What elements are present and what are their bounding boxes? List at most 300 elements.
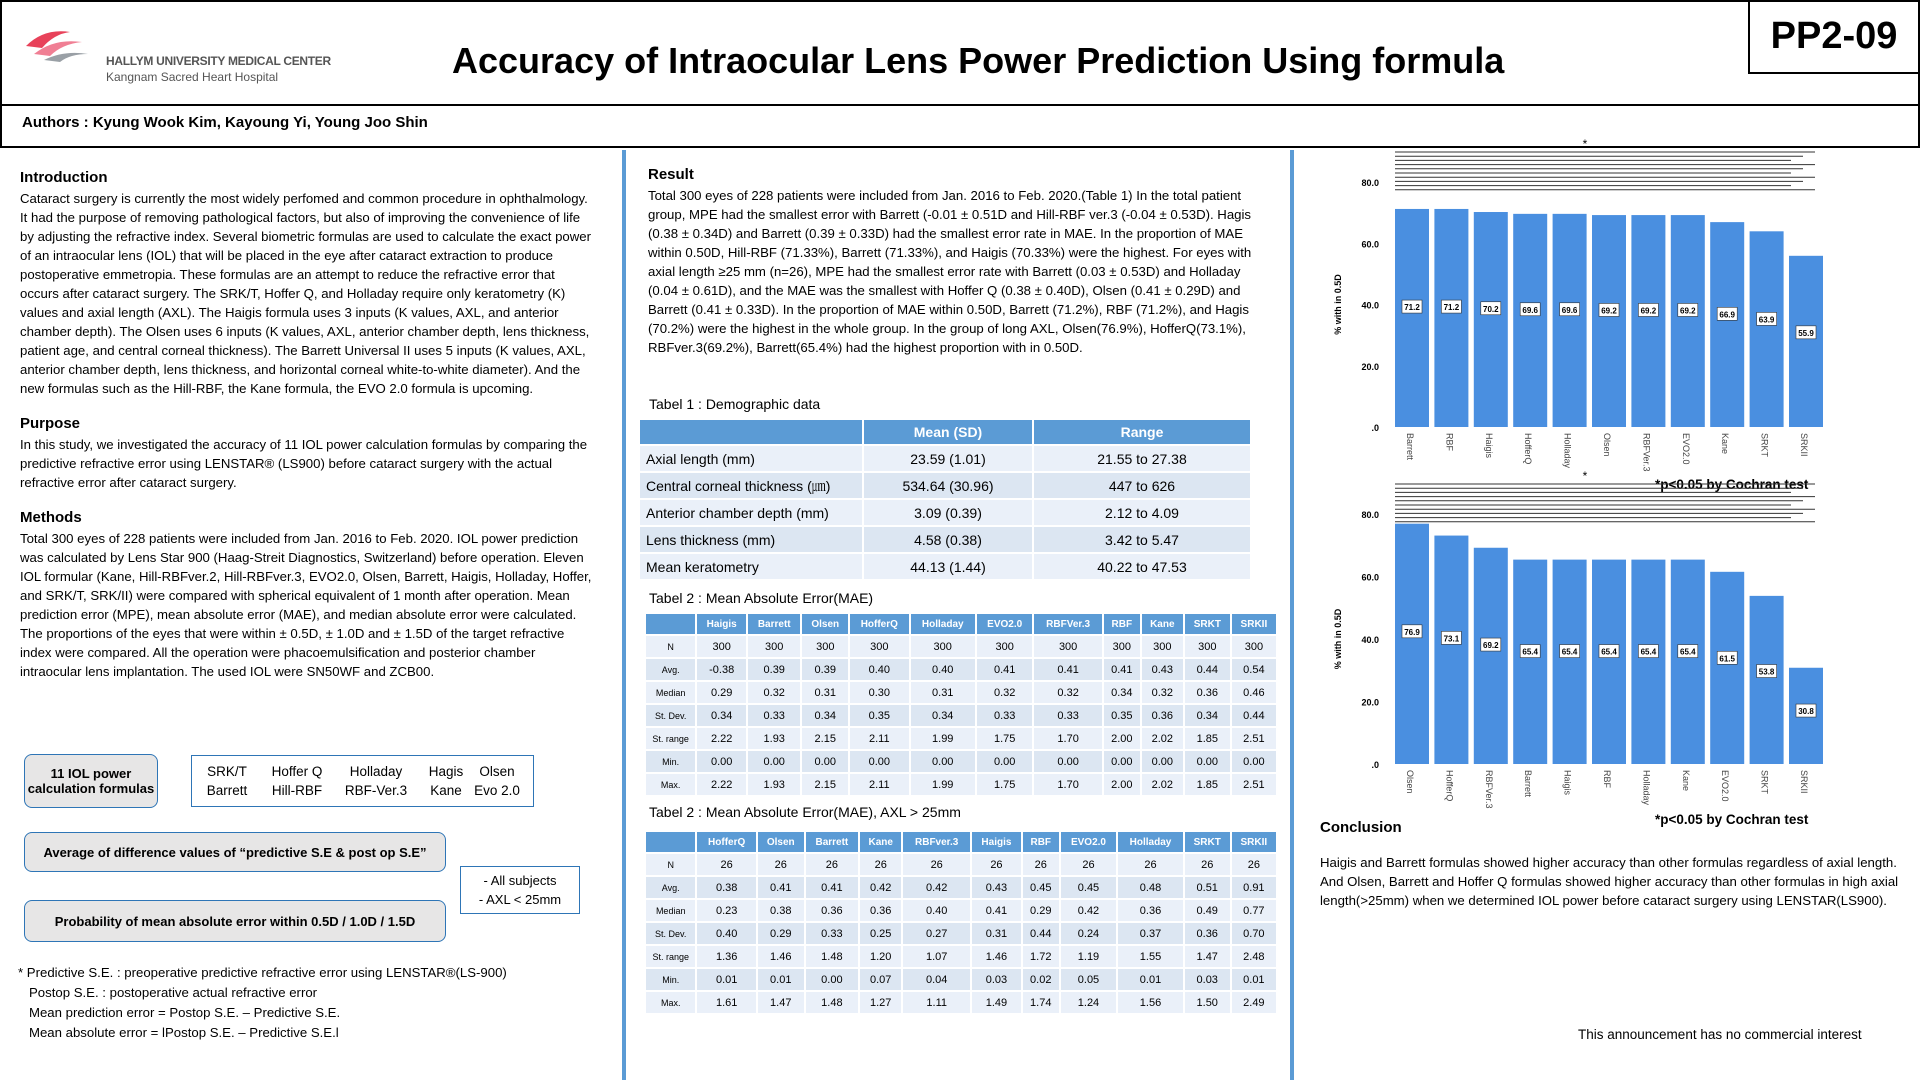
table-cell: 300 xyxy=(802,636,848,657)
bar xyxy=(1631,560,1665,764)
table-cell: 0.36 xyxy=(860,900,901,921)
category-label: RBFVer.3 xyxy=(1641,433,1652,472)
table-header-cell: RBF xyxy=(1104,614,1140,634)
table-cell: 0.32 xyxy=(1142,682,1183,703)
demographic-table xyxy=(638,418,1252,581)
bar xyxy=(1434,209,1468,427)
table-header-cell xyxy=(646,832,695,852)
table-cell: 44.13 (1.44) xyxy=(864,554,1032,579)
table-cell: 1.93 xyxy=(748,728,800,749)
table-cell: 0.34 xyxy=(911,705,975,726)
purpose-text: In this study, we investigated the accuracy of 11 IOL power calculation formulas by comparing the predictive refractive error using LENSTAR® (LS900) before cataract surgery with the actual refractive error after cataract surgery. xyxy=(20,437,588,490)
row-label-cell: St. Dev. xyxy=(646,923,695,944)
table-cell: 300 xyxy=(1104,636,1140,657)
table-cell: 0.41 xyxy=(1034,659,1101,680)
formula-name: Hoffer Q xyxy=(271,764,323,779)
table-cell: 1.07 xyxy=(903,946,970,967)
table-cell: 0.00 xyxy=(850,751,908,772)
table-cell: 0.01 xyxy=(758,969,804,990)
category-label: Barrett xyxy=(1523,770,1534,798)
formula-grid xyxy=(192,756,533,800)
data-label: 71.2 xyxy=(1404,303,1420,313)
row-label-cell: Min. xyxy=(646,751,695,772)
table-cell: 0.44 xyxy=(1023,923,1059,944)
table-cell: 1.36 xyxy=(697,946,755,967)
table-cell: 0.01 xyxy=(1232,969,1276,990)
table-header-row xyxy=(646,614,1276,634)
formula-name: Kane xyxy=(430,783,462,798)
bar xyxy=(1750,596,1784,764)
table-cell: 2.51 xyxy=(1232,728,1276,749)
table-header-cell: Range xyxy=(1034,420,1250,444)
table-row xyxy=(646,969,1276,990)
table-cell: 0.46 xyxy=(1232,682,1276,703)
bar-chart-all-subjects xyxy=(1305,137,1825,472)
result-text: Total 300 eyes of 228 patients were included from Jan. 2016 to Feb. 2020.(Table 1) In the total patient group, MPE had the smallest error with Barrett (-0.01 ± 0.51D and Hill-RBF ver.3 (-0.04 ± 0.53D). Hagis (0.38 ± 0.34D) and Barrett (0.39 ± 0.33D) had the smallest error rate in MAE. In the proportion of MAE within 0.50D, Hill-RBF (71.33%), Barrett (71.33%), and Haigis (70.33%) were the highest. For eyes with axial length ≥25 mm (n=26), MPE had the smallest error rate with Barrett (0.03 ± 0.53D) and Holladay (0.04 ± 0.61D), and the MAE was the smallest with Hoffer Q (0.38 ± 0.40D), Olsen (0.41 ± 0.29D) and Barrett (0.41 ± 0.33D). In the proportion of MAE within 0.50D, Barrett (71.2%), RBF (71.2%), and Hagis (70.2%) were the highest in the whole group. In the group of long AXL, Olsen(76.9%), HofferQ(73.1%), RBFver.3(69.2%), Barrett(65.4%) had the highest proportion with in 0.50D. xyxy=(648,188,1252,355)
category-label: Kane xyxy=(1680,770,1691,792)
table-cell: 1.11 xyxy=(903,992,970,1013)
table-cell: 1.75 xyxy=(977,728,1032,749)
row-label-cell: Median xyxy=(646,682,695,703)
table-cell: 0.01 xyxy=(697,969,755,990)
table-cell: 0.00 xyxy=(806,969,858,990)
table-cell: 0.24 xyxy=(1061,923,1117,944)
table-cell: 1.93 xyxy=(748,774,800,795)
category-label: HofferQ xyxy=(1444,770,1455,802)
row-label-cell: Anterior chamber depth (mm) xyxy=(640,500,862,525)
data-label: 65.4 xyxy=(1561,647,1578,657)
subjects-box xyxy=(460,866,580,914)
table-cell: 0.30 xyxy=(850,682,908,703)
mae-axl-table xyxy=(644,830,1278,1015)
table-header-cell: SRKT xyxy=(1185,614,1230,634)
intro-title: Introduction xyxy=(20,169,108,186)
table-cell: 0.04 xyxy=(903,969,970,990)
table-cell: 0.41 xyxy=(977,659,1032,680)
table-cell: 26 xyxy=(1023,854,1059,875)
data-label: 65.4 xyxy=(1640,647,1657,657)
table-header-cell xyxy=(640,420,862,444)
bar xyxy=(1789,256,1823,427)
table-cell: 0.23 xyxy=(697,900,755,921)
row-label-cell: Max. xyxy=(646,992,695,1013)
hospital-logo xyxy=(24,24,344,88)
table-row xyxy=(646,992,1276,1013)
table-cell: 1.74 xyxy=(1023,992,1059,1013)
bar xyxy=(1671,215,1705,427)
row-label-cell: N xyxy=(646,636,695,657)
table-cell: 0.29 xyxy=(1023,900,1059,921)
table-cell: 0.32 xyxy=(748,682,800,703)
table-cell: 3.09 (0.39) xyxy=(864,500,1032,525)
category-label: RBF xyxy=(1444,433,1455,451)
table-cell: 0.34 xyxy=(1185,705,1230,726)
table-cell: 0.29 xyxy=(758,923,804,944)
table-cell: 1.56 xyxy=(1118,992,1183,1013)
y-tick-label: 60.0 xyxy=(1361,572,1379,583)
table-cell: 300 xyxy=(697,636,746,657)
table-cell: 21.55 to 27.38 xyxy=(1034,446,1250,471)
table-cell: 3.42 to 5.47 xyxy=(1034,527,1250,552)
probability-pill xyxy=(24,900,446,942)
table-cell: 0.32 xyxy=(977,682,1032,703)
table-header-row xyxy=(646,832,1276,852)
table-cell: 0.01 xyxy=(1118,969,1183,990)
table-cell: 0.33 xyxy=(977,705,1032,726)
table-row xyxy=(640,554,1250,579)
note-line: Mean prediction error = Postop S.E. – Predictive S.E. xyxy=(18,1005,341,1020)
table-cell: 0.00 xyxy=(1104,751,1140,772)
y-tick-label: 80.0 xyxy=(1361,178,1379,188)
y-tick-label: .0 xyxy=(1371,760,1379,770)
table-cell: 0.43 xyxy=(1142,659,1183,680)
table-cell: 0.36 xyxy=(1185,682,1230,703)
formula-name: Hagis xyxy=(428,764,464,779)
logo-text-line1: HALLYM UNIVERSITY MEDICAL CENTER xyxy=(106,54,331,68)
table-cell: 0.00 xyxy=(911,751,975,772)
formula-name: Olsen xyxy=(479,764,515,779)
data-label: 30.8 xyxy=(1798,707,1814,717)
data-label: 73.1 xyxy=(1443,634,1460,644)
bar-chart-long-axl xyxy=(1305,469,1825,814)
data-label: 63.9 xyxy=(1758,315,1775,325)
data-label: 65.4 xyxy=(1522,647,1538,657)
category-label: Haigis xyxy=(1562,770,1573,796)
chart1-significance-note: *p<0.05 by Cochran test xyxy=(1655,477,1809,492)
table3-body xyxy=(646,854,1276,1013)
table-cell: 0.39 xyxy=(748,659,800,680)
conclusion-section xyxy=(1320,818,1900,910)
authors-line: Authors : Kyung Wook Kim, Kayoung Yi, Young Joo Shin xyxy=(0,106,1920,148)
formula-name: Hill-RBF xyxy=(271,783,323,798)
table-cell: 0.41 xyxy=(1104,659,1140,680)
data-label: 69.2 xyxy=(1640,306,1657,316)
table-cell: 2.02 xyxy=(1142,774,1183,795)
table1-caption: Tabel 1 : Demographic data xyxy=(649,396,821,412)
bar xyxy=(1631,215,1665,427)
table-header-cell: RBFVer.3 xyxy=(1034,614,1101,634)
table-header-cell: Haigis xyxy=(697,614,746,634)
purpose-title: Purpose xyxy=(20,415,81,432)
table-cell: 0.25 xyxy=(860,923,901,944)
table-cell: 0.45 xyxy=(1061,877,1117,898)
y-tick-label: 40.0 xyxy=(1361,635,1379,645)
table-cell: 0.38 xyxy=(697,877,755,898)
table-cell: 2.15 xyxy=(802,774,848,795)
table-row xyxy=(640,446,1250,471)
table-cell: 0.77 xyxy=(1232,900,1276,921)
table-cell: 0.42 xyxy=(1061,900,1117,921)
table-cell: 0.33 xyxy=(806,923,858,944)
table-header-cell: Barrett xyxy=(748,614,800,634)
category-label: Holladay xyxy=(1641,770,1652,806)
category-label: SRKT xyxy=(1759,770,1770,795)
table-cell: 300 xyxy=(1142,636,1183,657)
bar xyxy=(1395,524,1429,764)
poster-title: Accuracy of Intraocular Lens Power Prediction Using formula xyxy=(452,40,1505,81)
formula-name: Holladay xyxy=(349,764,403,779)
row-label-cell: Axial length (mm) xyxy=(640,446,862,471)
table-cell: 26 xyxy=(1118,854,1183,875)
table-cell: 0.44 xyxy=(1232,705,1276,726)
bar xyxy=(1434,536,1468,764)
table-cell: 300 xyxy=(1185,636,1230,657)
logo-text-line2: Kangnam Sacred Heart Hospital xyxy=(106,70,279,84)
table-cell: 26 xyxy=(1185,854,1230,875)
table-header-cell: SRKII xyxy=(1232,832,1276,852)
bar xyxy=(1553,214,1587,427)
data-label: 66.9 xyxy=(1719,310,1735,320)
table-cell: 0.41 xyxy=(758,877,804,898)
table-cell: 0.07 xyxy=(860,969,901,990)
table-header-row xyxy=(640,420,1250,444)
probability-label: Probability of mean absolute error within 0.5D / 1.0D / 1.5D xyxy=(54,913,416,929)
table2-caption: Tabel 2 : Mean Absolute Error(MAE) xyxy=(649,590,874,606)
table-cell: 26 xyxy=(806,854,858,875)
table-cell: 1.99 xyxy=(911,728,975,749)
y-tick-label: 40.0 xyxy=(1361,300,1379,311)
category-label: Kane xyxy=(1720,433,1731,455)
row-label-cell: Lens thickness (mm) xyxy=(640,527,862,552)
table1-body xyxy=(640,446,1250,579)
table-cell: 0.33 xyxy=(1034,705,1101,726)
table-cell: 2.22 xyxy=(697,774,746,795)
table-cell: 1.70 xyxy=(1034,774,1101,795)
table-cell: 1.55 xyxy=(1118,946,1183,967)
data-label: 69.2 xyxy=(1601,306,1617,316)
table-cell: 447 to 626 xyxy=(1034,473,1250,498)
table-cell: 1.85 xyxy=(1185,774,1230,795)
poster-code: PP2-09 xyxy=(1748,0,1920,74)
bar xyxy=(1592,560,1626,764)
table-cell: 0.00 xyxy=(1034,751,1101,772)
table-cell: 1.47 xyxy=(1185,946,1230,967)
table-header-cell xyxy=(646,614,695,634)
data-label: 70.2 xyxy=(1483,304,1499,314)
formula-list-box xyxy=(191,755,534,807)
table-cell: 0.42 xyxy=(903,877,970,898)
table-cell: 300 xyxy=(1232,636,1276,657)
table-cell: 1.48 xyxy=(806,992,858,1013)
table-cell: 23.59 (1.01) xyxy=(864,446,1032,471)
table-cell: 0.70 xyxy=(1232,923,1276,944)
table-cell: 0.36 xyxy=(1185,923,1230,944)
table-cell: 0.45 xyxy=(1023,877,1059,898)
formulas-count-label: 11 IOL power calculation formulas xyxy=(27,766,155,796)
table-cell: 300 xyxy=(748,636,800,657)
data-label: 61.5 xyxy=(1719,654,1735,664)
formula-name: Evo 2.0 xyxy=(474,783,520,798)
table-cell: 1.99 xyxy=(911,774,975,795)
table3-caption: Tabel 2 : Mean Absolute Error(MAE), AXL > 25mm xyxy=(649,804,961,820)
table-cell: 26 xyxy=(758,854,804,875)
table-header-cell: Mean (SD) xyxy=(864,420,1032,444)
table-row xyxy=(646,636,1276,657)
y-axis-label: % with in 0.5D xyxy=(1333,274,1343,335)
category-label: EVO2.0 xyxy=(1680,433,1691,465)
table-row xyxy=(640,473,1250,498)
table-header-cell: RBF xyxy=(1023,832,1059,852)
bar xyxy=(1395,209,1429,427)
table-cell: 0.40 xyxy=(903,900,970,921)
table-cell: 26 xyxy=(697,854,755,875)
table-cell: 0.40 xyxy=(697,923,755,944)
table-header-cell: SRKT xyxy=(1185,832,1230,852)
significance-star: * xyxy=(1582,469,1588,483)
table-header-cell: Olsen xyxy=(758,832,804,852)
table-row xyxy=(646,705,1276,726)
table-cell: 1.70 xyxy=(1034,728,1101,749)
table-cell: 0.40 xyxy=(911,659,975,680)
table-cell: 0.29 xyxy=(697,682,746,703)
row-label-cell: Avg. xyxy=(646,877,695,898)
bar xyxy=(1513,214,1547,427)
bar xyxy=(1474,548,1508,764)
table-header-cell: Kane xyxy=(1142,614,1183,634)
table-cell: 1.47 xyxy=(758,992,804,1013)
table-cell: 0.34 xyxy=(697,705,746,726)
chart-all-subjects xyxy=(1305,137,1825,472)
formula-name: RBF-Ver.3 xyxy=(344,783,408,798)
category-label: Olsen xyxy=(1602,433,1612,457)
formulas-count-pill xyxy=(24,754,158,808)
table-cell: 0.00 xyxy=(802,751,848,772)
bar xyxy=(1474,212,1508,427)
table-cell: 2.02 xyxy=(1142,728,1183,749)
table-header-cell: Haigis xyxy=(972,832,1021,852)
table-cell: 0.48 xyxy=(1118,877,1183,898)
row-label-cell: Central corneal thickness (㎛) xyxy=(640,473,862,498)
conclusion-title: Conclusion xyxy=(1320,819,1402,836)
table-cell: 0.00 xyxy=(697,751,746,772)
column-divider-right xyxy=(1290,150,1294,1080)
poster-header xyxy=(0,0,1920,106)
category-label: SRKT xyxy=(1759,433,1770,458)
table-header-cell: Kane xyxy=(860,832,901,852)
row-label-cell: St. range xyxy=(646,946,695,967)
table-cell: 2.00 xyxy=(1104,774,1140,795)
table-cell: 0.33 xyxy=(748,705,800,726)
table-cell: 0.00 xyxy=(977,751,1032,772)
table-cell: 300 xyxy=(911,636,975,657)
table-cell: 0.00 xyxy=(1142,751,1183,772)
category-label: RBFVer.3 xyxy=(1483,770,1494,809)
category-label: Barrett xyxy=(1405,433,1415,461)
table-row xyxy=(646,728,1276,749)
category-label: HofferQ xyxy=(1523,433,1534,465)
table-cell: 2.51 xyxy=(1232,774,1276,795)
average-difference-pill xyxy=(24,832,446,872)
table-cell: 0.43 xyxy=(972,877,1021,898)
table-header-cell: Barrett xyxy=(806,832,858,852)
table-cell: 0.31 xyxy=(802,682,848,703)
table-header-cell: Olsen xyxy=(802,614,848,634)
table-cell: 2.15 xyxy=(802,728,848,749)
table-cell: -0.38 xyxy=(697,659,746,680)
table-cell: 0.41 xyxy=(806,877,858,898)
table-cell: 4.58 (0.38) xyxy=(864,527,1032,552)
table-cell: 0.36 xyxy=(806,900,858,921)
note-line: Mean absolute error = lPostop S.E. – Predictive S.E.l xyxy=(18,1025,339,1040)
disclaimer-text: This announcement has no commercial interest xyxy=(1578,1027,1862,1042)
table-cell: 0.36 xyxy=(1142,705,1183,726)
table-cell: 0.44 xyxy=(1185,659,1230,680)
table-cell: 0.49 xyxy=(1185,900,1230,921)
definitions-note xyxy=(18,963,507,1043)
table-cell: 0.03 xyxy=(972,969,1021,990)
bar xyxy=(1710,222,1744,427)
category-label: SRKII xyxy=(1799,433,1809,457)
table-cell: 0.03 xyxy=(1185,969,1230,990)
data-label: 53.8 xyxy=(1758,667,1775,677)
data-label: 65.4 xyxy=(1680,647,1696,657)
table-cell: 2.49 xyxy=(1232,992,1276,1013)
bar xyxy=(1553,560,1587,764)
result-title: Result xyxy=(648,166,694,183)
table-cell: 2.11 xyxy=(850,774,908,795)
table-header-cell: SRKII xyxy=(1232,614,1276,634)
category-label: Haigis xyxy=(1483,433,1494,459)
table-header-cell: EVO2.0 xyxy=(977,614,1032,634)
category-label: Holladay xyxy=(1562,433,1573,469)
y-tick-label: .0 xyxy=(1371,423,1379,433)
table-cell: 1.24 xyxy=(1061,992,1117,1013)
table-cell: 26 xyxy=(972,854,1021,875)
table-cell: 2.12 to 4.09 xyxy=(1034,500,1250,525)
row-label-cell: Median xyxy=(646,900,695,921)
category-label: EVO2.0 xyxy=(1720,770,1731,802)
note-line: Postop S.E. : postoperative actual refractive error xyxy=(18,985,318,1000)
average-difference-label: Average of difference values of “predictive S.E & post op S.E” xyxy=(43,844,427,860)
table-cell: 1.27 xyxy=(860,992,901,1013)
table-header-cell: HofferQ xyxy=(697,832,755,852)
table-cell: 0.51 xyxy=(1185,877,1230,898)
y-tick-label: 20.0 xyxy=(1361,697,1379,708)
table-cell: 1.75 xyxy=(977,774,1032,795)
table-cell: 1.49 xyxy=(972,992,1021,1013)
significance-star: * xyxy=(1582,137,1588,151)
table-cell: 0.38 xyxy=(758,900,804,921)
table-row xyxy=(646,774,1276,795)
bar xyxy=(1750,231,1784,427)
bar xyxy=(1592,215,1626,427)
table-row xyxy=(646,923,1276,944)
result-section xyxy=(648,165,1260,357)
data-label: 69.2 xyxy=(1680,306,1696,316)
table-cell: 2.00 xyxy=(1104,728,1140,749)
chart-long-axl xyxy=(1305,469,1825,814)
table-cell: 0.34 xyxy=(1104,682,1140,703)
table-cell: 2.22 xyxy=(697,728,746,749)
table-row xyxy=(646,877,1276,898)
table-cell: 0.27 xyxy=(903,923,970,944)
table-header-cell: EVO2.0 xyxy=(1061,832,1117,852)
table-row xyxy=(640,500,1250,525)
row-label-cell: St. range xyxy=(646,728,695,749)
table-cell: 26 xyxy=(903,854,970,875)
table-cell: 0.39 xyxy=(802,659,848,680)
data-label: 55.9 xyxy=(1798,328,1814,338)
row-label-cell: Mean keratometry xyxy=(640,554,862,579)
table-cell: 1.20 xyxy=(860,946,901,967)
table-cell: 1.19 xyxy=(1061,946,1117,967)
row-label-cell: Min. xyxy=(646,969,695,990)
table-cell: 26 xyxy=(860,854,901,875)
category-label: Olsen xyxy=(1405,770,1415,794)
mae-table xyxy=(644,612,1278,797)
table-header-cell: Holladay xyxy=(911,614,975,634)
y-tick-label: 80.0 xyxy=(1361,510,1379,520)
